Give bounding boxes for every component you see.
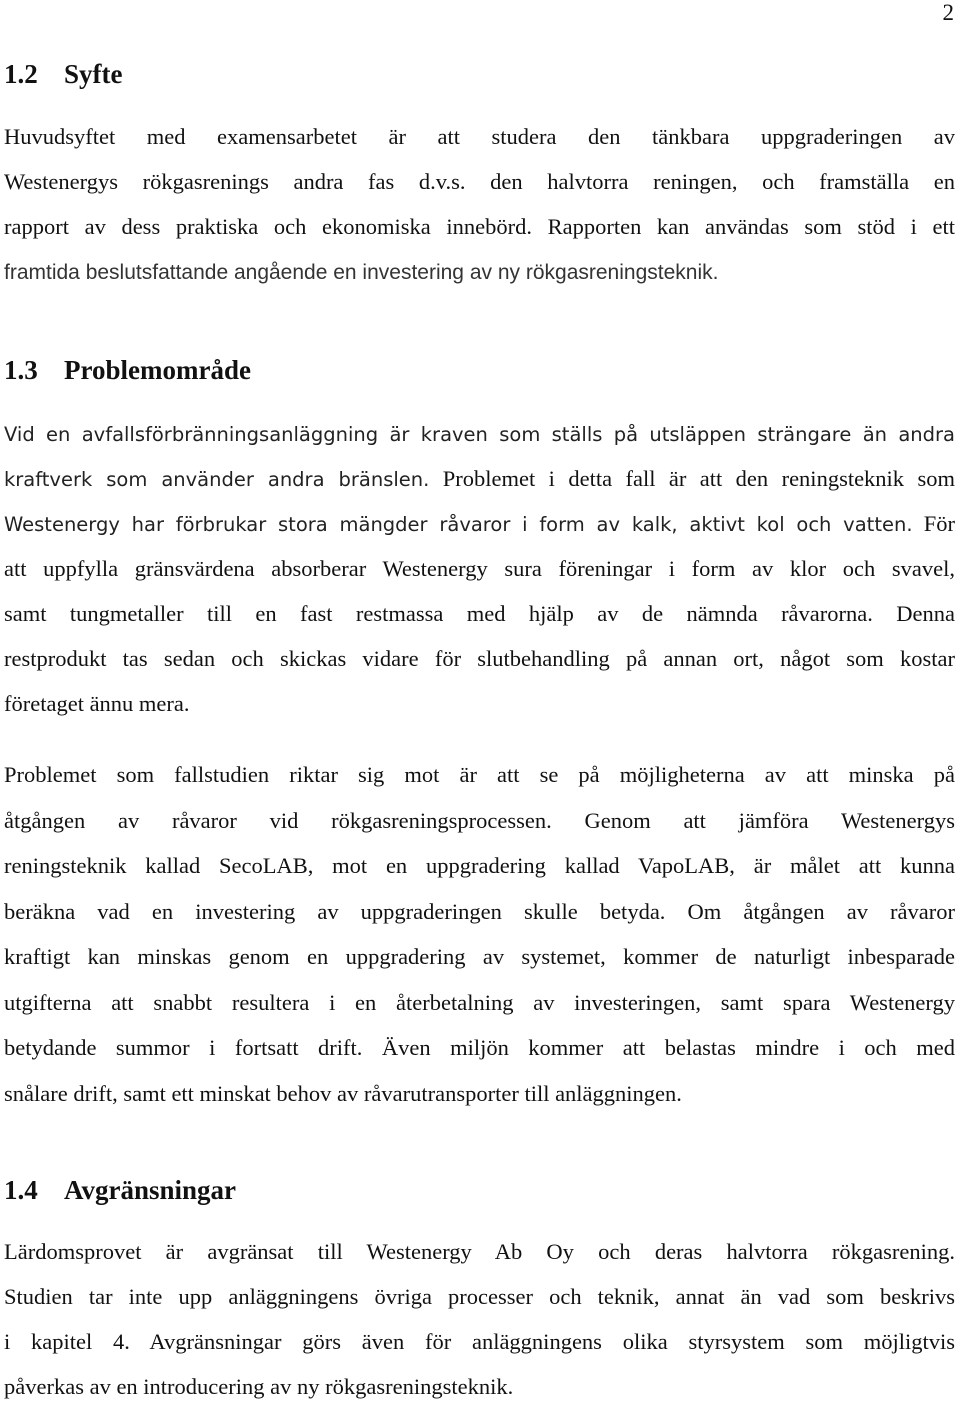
text-line: påverkas av en introducering av ny rökgasreningsteknik.	[4, 1374, 514, 1399]
text-line: Westenergys rökgasrenings andra fas d.v.s. den halvtorra reningen, och framställa en	[4, 169, 955, 194]
text-line: reningsteknik kallad SecoLAB, mot en uppgradering kallad VapoLAB, är målet att kunna	[4, 853, 955, 878]
section-heading-problemomrade	[4, 353, 251, 387]
text-line: betydande summor i fortsatt drift. Även miljön kommer att belastas mindre i och med	[4, 1035, 955, 1060]
page-number: 2	[942, 0, 954, 25]
problem-paragraph-1	[4, 411, 955, 726]
section-title: Problemområde	[64, 355, 251, 385]
text-line	[4, 501, 955, 546]
section-title: Syfte	[64, 59, 123, 89]
text-line	[4, 411, 955, 456]
section-number: 1.4	[4, 1175, 38, 1205]
avgransningar-paragraph	[4, 1229, 955, 1409]
text-line: samt tungmetaller till en fast restmassa med hjälp av de nämnda råvarorna. Denna	[4, 601, 955, 626]
syfte-paragraph	[4, 114, 955, 294]
text-line: beräkna vad en investering av uppgraderingen skulle betyda. Om åtgången av råvaror	[4, 898, 955, 924]
problem-paragraph-2	[4, 752, 955, 1116]
text-line	[4, 456, 955, 501]
text-fragment: rapport av dess praktiska och ekonomiska innebörd. Rapporten kan användas som stöd i ett	[4, 214, 955, 239]
text-fragment: Problemet i detta fall är att den reningsteknik som	[429, 466, 955, 491]
text-line: Huvudsyftet med examensarbetet är att studera den tänkbara uppgraderingen av	[4, 124, 955, 149]
text-fragment: framtida beslutsfattande angående en investering av ny rökgasreningsteknik.	[4, 261, 719, 284]
text-fragment: För	[912, 511, 955, 536]
text-line	[4, 204, 955, 249]
text-fragment: Vid en avfallsförbränningsanläggning är kraven som ställs på utsläppen strängare än andra	[4, 423, 955, 446]
text-line: företaget ännu mera.	[4, 691, 190, 716]
text-line: restprodukt tas sedan och skickas vidare för slutbehandling på annan ort, något som kostar	[4, 646, 955, 671]
text-line: åtgången av råvaror vid rökgasreningsprocessen. Genom att jämföra Westenergys	[4, 807, 955, 833]
text-line: att uppfylla gränsvärdena absorberar Westenergy sura föreningar i form av klor och svavel,	[4, 556, 955, 581]
section-title: Avgränsningar	[64, 1175, 237, 1205]
section-heading-avgransningar	[4, 1173, 236, 1207]
text-line	[4, 249, 955, 294]
section-heading-syfte	[4, 57, 122, 91]
section-number: 1.2	[4, 59, 38, 89]
text-line: i kapitel 4. Avgränsningar görs även för anläggningens olika styrsystem som möjligtvis	[4, 1329, 955, 1354]
text-line: Lärdomsprovet är avgränsat till Westenergy Ab Oy och deras halvtorra rökgasrening.	[4, 1239, 955, 1264]
text-line: kraftigt kan minskas genom en uppgradering av systemet, kommer de naturligt inbesparade	[4, 944, 955, 969]
text-fragment: kraftverk som använder andra bränslen.	[4, 468, 430, 491]
text-fragment: Westenergy har förbrukar stora mängder råvaror i form av kalk, aktivt kol och vatten.	[4, 513, 913, 536]
text-line: Problemet som fallstudien riktar sig mot är att se på möjligheterna av att minska på	[4, 762, 955, 787]
section-number: 1.3	[4, 355, 38, 385]
text-line: snålare drift, samt ett minskat behov av råvarutransporter till anläggningen.	[4, 1080, 682, 1106]
text-line: utgifterna att snabbt resultera i en återbetalning av investeringen, samt spara Westenergy	[4, 989, 955, 1015]
text-line: Studien tar inte upp anläggningens övriga processer och teknik, annat än vad som beskrivs	[4, 1284, 955, 1309]
